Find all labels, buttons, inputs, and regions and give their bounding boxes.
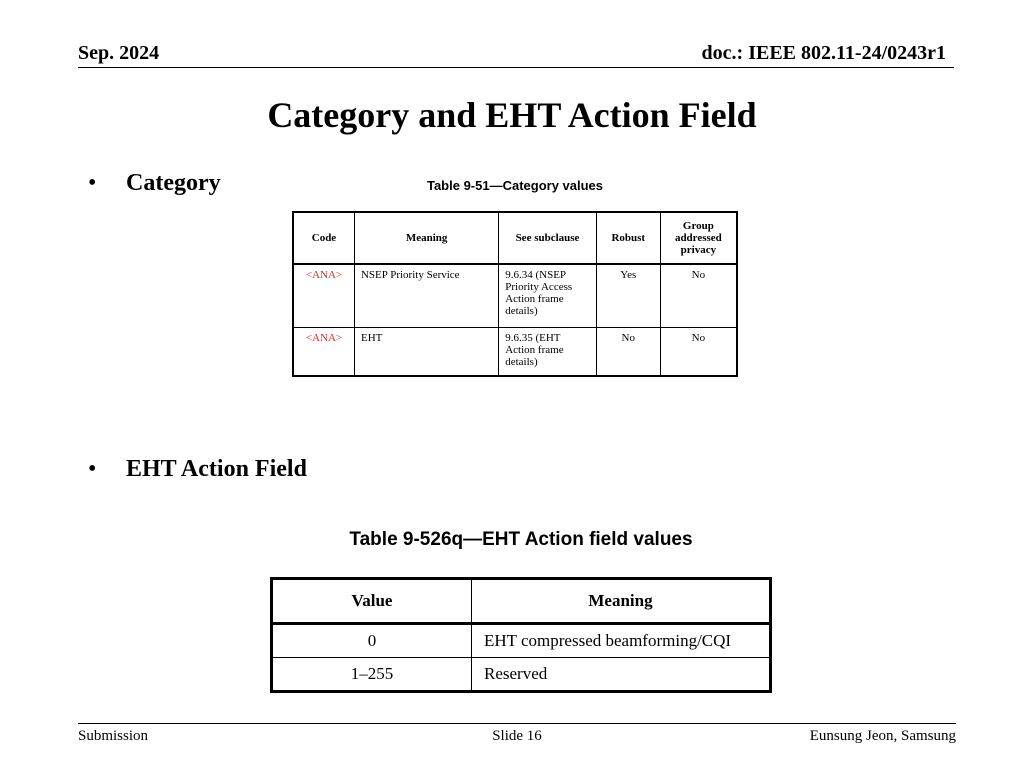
table1-cell-code: <ANA> — [293, 264, 354, 328]
footer-submission: Submission — [78, 728, 149, 744]
table1-cell-group-privacy: No — [660, 264, 737, 328]
table2-cell-meaning: EHT compressed beamforming/CQI — [472, 624, 771, 658]
table1-header-group-privacy: Group addressed privacy — [660, 212, 737, 264]
table-row — [272, 658, 771, 692]
table1-header-subclause: See subclause — [499, 212, 597, 264]
table1-header-robust: Robust — [596, 212, 660, 264]
eht-action-values-table — [270, 577, 772, 693]
bullet-label: Category — [126, 170, 221, 196]
bullet-label: EHT Action Field — [126, 456, 307, 482]
table1-cell-code: <ANA> — [293, 328, 354, 377]
category-values-table — [292, 211, 738, 377]
table2-caption: Table 9-526q—EHT Action field values — [349, 529, 693, 550]
table-row — [293, 264, 737, 328]
bullet-eht-action-field — [88, 456, 307, 483]
table-row — [293, 328, 737, 377]
bullet-category — [88, 170, 221, 197]
slide-title: Category and EHT Action Field — [267, 95, 757, 135]
bullet-icon: • — [88, 456, 97, 482]
table1-cell-subclause: 9.6.35 (EHT Action frame details) — [499, 328, 597, 377]
footer-author: Eunsung Jeon, Samsung — [809, 728, 956, 744]
header-doc-id: doc.: IEEE 802.11-24/0243r1 — [701, 42, 946, 64]
table1-cell-group-privacy: No — [660, 328, 737, 377]
footer-divider — [78, 723, 956, 724]
table1-header-code: Code — [293, 212, 354, 264]
table2-cell-meaning: Reserved — [472, 658, 771, 692]
table1-cell-robust: No — [596, 328, 660, 377]
table1-caption: Table 9-51—Category values — [426, 178, 604, 193]
table1-header-meaning: Meaning — [354, 212, 498, 264]
bullet-icon: • — [88, 170, 97, 196]
table1-cell-meaning: EHT — [354, 328, 498, 377]
table2-header-value: Value — [272, 579, 472, 624]
header-divider — [78, 67, 954, 68]
footer-slide-number: Slide 16 — [492, 728, 542, 744]
table2-cell-value: 0 — [272, 624, 472, 658]
table2-cell-value: 1–255 — [272, 658, 472, 692]
table1-cell-robust: Yes — [596, 264, 660, 328]
table2-header-meaning: Meaning — [472, 579, 771, 624]
table1-cell-subclause: 9.6.34 (NSEP Priority Access Action frame details) — [499, 264, 597, 328]
table-row — [272, 624, 771, 658]
header-date: Sep. 2024 — [78, 42, 160, 64]
table1-cell-meaning: NSEP Priority Service — [354, 264, 498, 328]
